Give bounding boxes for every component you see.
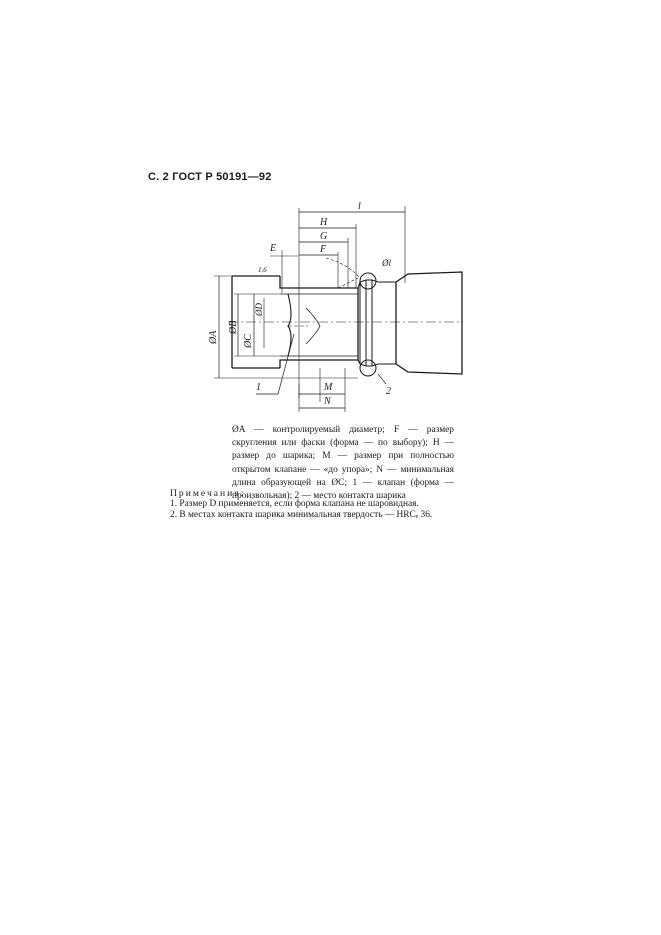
label-dia-l: Øl xyxy=(382,258,391,268)
page-header: С. 2 ГОСТ Р 50191—92 xyxy=(148,171,272,183)
label-dia-b: ØB xyxy=(228,320,239,334)
label-dia-a: ØA xyxy=(208,330,219,344)
label-l: l xyxy=(358,201,361,212)
label-pos-2: 2 xyxy=(386,386,391,397)
figure-caption: ØA — контролируемый диаметр; F — размер скругления или фаски (форма — по выбору); H — размер до шарика; M — размер при полностью открытом клапане — «до упора»; N — минимальная длина образующей на ØC; 1 — клапан (форма — произвольная); 2 — место контакта шарика xyxy=(232,425,454,502)
label-dia-d: ØD xyxy=(254,303,264,316)
label-h: H xyxy=(320,217,328,228)
note-item: 1. Размер D применяется, если форма клапана не шаровидная. xyxy=(170,499,419,509)
label-m: M xyxy=(324,382,333,393)
label-f: F xyxy=(320,244,327,255)
label-n: N xyxy=(324,396,331,407)
label-g: G xyxy=(320,231,328,242)
label-dia-c: ØC xyxy=(243,334,254,348)
label-e: E xyxy=(270,243,277,254)
label-roughness: 1,6 xyxy=(258,266,267,274)
technical-drawing xyxy=(208,198,470,420)
notes-title: Примечания: xyxy=(170,488,246,499)
note-item: 2. В местах контакта шарика минимальная твердость — HRCₑ 36. xyxy=(170,510,433,520)
label-pos-1: 1 xyxy=(256,382,261,393)
